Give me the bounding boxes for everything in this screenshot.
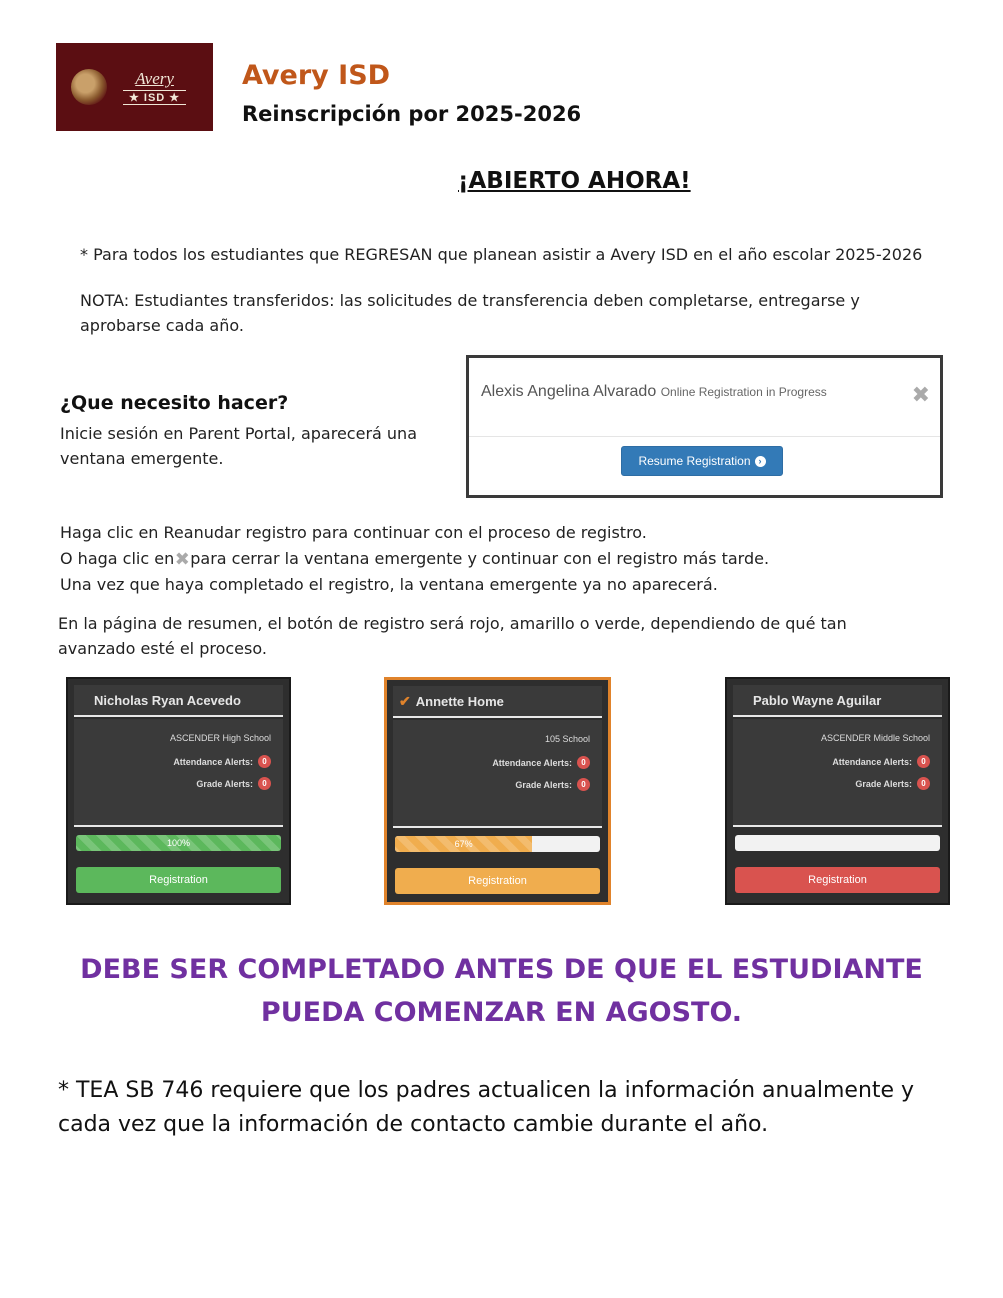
attendance-alerts-label: Attendance Alerts: bbox=[173, 756, 253, 767]
registration-progress-bar bbox=[735, 835, 940, 851]
close-icon[interactable]: ✖ bbox=[911, 382, 930, 407]
student-card-in-progress bbox=[384, 677, 611, 905]
attendance-alerts-count: 0 bbox=[577, 756, 590, 769]
resume-registration-label: Resume Registration bbox=[638, 454, 751, 468]
attendance-alerts bbox=[832, 755, 930, 768]
attendance-alerts-count: 0 bbox=[917, 755, 930, 768]
card-school: ASCENDER High School bbox=[169, 733, 271, 743]
tea-sb-746-note: * TEA SB 746 requiere que los padres actualicen la información anualmente y cada vez que la información de contacto cambie durante el año. bbox=[58, 1078, 915, 1137]
grade-alerts-label: Grade Alerts: bbox=[515, 779, 572, 790]
grade-alerts-count: 0 bbox=[258, 777, 271, 790]
transfer-students-note: NOTA: Estudiantes transferidos: las solicitudes de transferencia deben completarse, entregarse y aprobarse cada año. bbox=[80, 291, 860, 335]
district-name: Avery ISD bbox=[242, 60, 391, 91]
grade-alerts-count: 0 bbox=[577, 778, 590, 791]
logo-isd-text: ★ ISD ★ bbox=[123, 90, 186, 105]
card-school: ASCENDER Middle School bbox=[820, 733, 930, 743]
page-subtitle: Reinscripción por 2025-2026 bbox=[242, 102, 582, 126]
registration-progress-bar bbox=[395, 836, 600, 852]
grade-alerts-count: 0 bbox=[917, 777, 930, 790]
progress-fill: 100% bbox=[76, 835, 281, 851]
grade-alerts bbox=[855, 777, 930, 790]
logo-wordmark bbox=[123, 69, 186, 105]
card-details bbox=[733, 719, 942, 825]
returning-students-note: * Para todos los estudiantes que REGRESAN que planean asistir a Avery ISD en el año escolar 2025-2026 bbox=[80, 245, 923, 264]
card-details bbox=[74, 719, 283, 825]
instruction-line-2-start: O haga clic en bbox=[60, 549, 175, 568]
registration-progress-bar bbox=[76, 835, 281, 851]
what-to-do-heading: ¿Que necesito hacer? bbox=[60, 392, 289, 414]
attendance-alerts-label: Attendance Alerts: bbox=[492, 757, 572, 768]
instruction-line-3: Una vez que haya completado el registro, la ventana emergente ya no aparecerá. bbox=[60, 575, 718, 594]
progress-fill: 67% bbox=[395, 836, 532, 852]
registration-button[interactable]: Registration bbox=[76, 867, 281, 893]
close-icon: ✖ bbox=[174, 549, 190, 570]
popup-status: Online Registration in Progress bbox=[660, 385, 827, 399]
popup-message bbox=[481, 380, 841, 404]
card-divider bbox=[393, 826, 602, 828]
popup-divider bbox=[469, 436, 940, 437]
what-to-do-body: Inicie sesión en Parent Portal, aparecerá una ventana emergente. bbox=[60, 424, 417, 468]
must-complete-notice: DEBE SER COMPLETADO ANTES DE QUE EL ESTUDIANTE PUEDA COMENZAR EN AGOSTO. bbox=[80, 954, 923, 1028]
card-student-name: Pablo Wayne Aguilar bbox=[733, 685, 942, 717]
card-school: 105 School bbox=[544, 734, 590, 744]
grade-alerts-label: Grade Alerts: bbox=[855, 778, 912, 789]
instruction-line-2-end: para cerrar la ventana emergente y continuar con el registro más tarde. bbox=[190, 549, 770, 568]
card-divider bbox=[74, 825, 283, 827]
registration-button[interactable]: Registration bbox=[735, 867, 940, 893]
card-student-name: Nicholas Ryan Acevedo bbox=[74, 685, 283, 717]
registration-popup bbox=[466, 355, 943, 498]
instruction-line-2 bbox=[60, 546, 960, 572]
check-icon: ✔ bbox=[399, 692, 411, 709]
summary-page-note: En la página de resumen, el botón de registro será rojo, amarillo o verde, dependiendo de qué tan avanzado esté el proceso. bbox=[58, 614, 847, 658]
resume-registration-button[interactable] bbox=[621, 446, 783, 476]
card-student-header bbox=[393, 686, 602, 718]
attendance-alerts bbox=[492, 756, 590, 769]
card-divider bbox=[733, 825, 942, 827]
instruction-line-1: Haga clic en Reanudar registro para continuar con el proceso de registro. bbox=[60, 523, 647, 542]
student-card-not-started bbox=[725, 677, 950, 905]
grade-alerts bbox=[196, 777, 271, 790]
card-student-name: Annette Home bbox=[415, 693, 504, 709]
open-now-headline: ¡ABIERTO AHORA! bbox=[458, 168, 691, 194]
registration-button[interactable]: Registration bbox=[395, 868, 600, 894]
logo-script-text: Avery bbox=[135, 69, 174, 88]
grade-alerts bbox=[515, 778, 590, 791]
attendance-alerts-label: Attendance Alerts: bbox=[832, 756, 912, 767]
student-card-complete bbox=[66, 677, 291, 905]
mascot-emblem bbox=[71, 69, 107, 105]
grade-alerts-label: Grade Alerts: bbox=[196, 778, 253, 789]
card-details bbox=[393, 720, 602, 826]
popup-student-name: Alexis Angelina Alvarado bbox=[481, 383, 657, 400]
arrow-circle-right-icon: › bbox=[755, 456, 766, 467]
attendance-alerts bbox=[173, 755, 271, 768]
district-logo bbox=[56, 43, 213, 131]
attendance-alerts-count: 0 bbox=[258, 755, 271, 768]
